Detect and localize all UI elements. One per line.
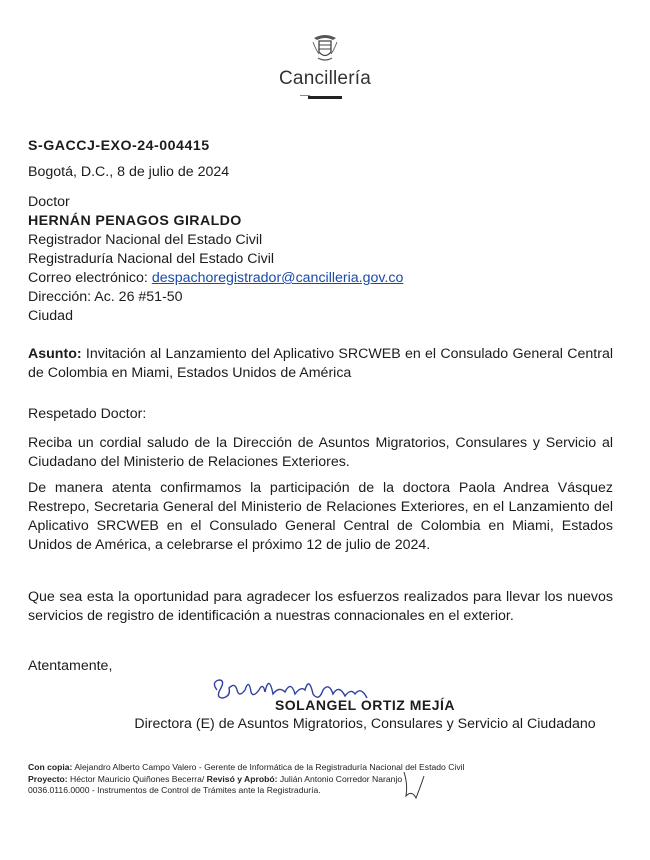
salutation: Respetado Doctor: (28, 406, 147, 422)
addressee-organization: Registraduría Nacional del Estado Civil (28, 251, 275, 267)
review-text: Julián Antonio Corredor Naranjo (279, 773, 403, 784)
review-label: Revisó y Aprobó: (206, 773, 278, 784)
paragraph-3: Que sea esta la oportunidad para agradecer los esfuerzos realizados para llevar los nuevos servicios de registro de identificación a nuestras connacionales en el exterior. (28, 589, 613, 624)
subject-line (28, 345, 613, 383)
addressee-block (28, 193, 588, 326)
place-date: Bogotá, D.C., 8 de julio de 2024 (28, 164, 230, 180)
footer-notes (28, 762, 628, 797)
subject-label: Asunto: (28, 346, 82, 362)
subject-text: Invitación al Lanzamiento del Aplicativo SRCWEB en el Consulado General Central de Colombia en Miami, Estados Unidos de América (28, 346, 613, 381)
addressee-address: Dirección: Ac. 26 #51-50 (28, 289, 183, 305)
addressee-email-line (28, 269, 588, 288)
paragraph-2: De manera atenta confirmamos la participación de la doctora Paola Andrea Vásquez Restrepo, Secretaria General del Ministerio de Relaciones Exteriores, en el Lanzamiento del Aplicativo SRCWEB en el Consulado General Central de Colombia en Miami, Estados Unidos de América, a celebrarse el próximo 12 de julio de 2024. (28, 480, 613, 553)
addressee-position: Registrador Nacional del Estado Civil (28, 232, 263, 248)
addressee-name: HERNÁN PENAGOS GIRALDO (28, 213, 242, 229)
initials-mark (398, 768, 428, 802)
signer-name: SOLANGEL ORTIZ MEJÍA (274, 697, 456, 713)
addressee-honorific: Doctor (28, 194, 70, 210)
letterhead (0, 32, 650, 99)
addressee-city: Ciudad (28, 308, 73, 324)
email-label: Correo electrónico: (28, 270, 148, 286)
archive-line: 0036.0116.0000 - Instrumentos de Control de Trámites ante la Registraduría. (28, 785, 321, 795)
project-label: Proyecto: (28, 773, 68, 784)
copy-line (28, 762, 628, 774)
closing: Atentamente, (28, 658, 113, 674)
coat-of-arms-icon (310, 32, 340, 64)
org-rule (308, 96, 342, 99)
reference-number: S-GACCJ-EXO-24-004415 (28, 138, 210, 154)
project-text: Héctor Mauricio Quiñones Becerra/ (70, 773, 205, 784)
org-name: Cancillería (279, 68, 371, 89)
copy-text: Alejandro Alberto Campo Valero - Gerente de Informática de la Registraduría Nacional del Estado Civil (74, 762, 465, 772)
project-line (28, 774, 628, 786)
paragraph-1: Reciba un cordial saludo de la Dirección de Asuntos Migratorios, Consulares y Servicio al Ciudadano del Ministerio de Relaciones Exteriores. (28, 435, 613, 470)
email-link[interactable]: despachoregistrador@cancilleria.gov.co (151, 270, 404, 286)
signer-title: Directora (E) de Asuntos Migratorios, Consulares y Servicio al Ciudadano (134, 716, 596, 732)
copy-label: Con copia: (28, 762, 73, 772)
